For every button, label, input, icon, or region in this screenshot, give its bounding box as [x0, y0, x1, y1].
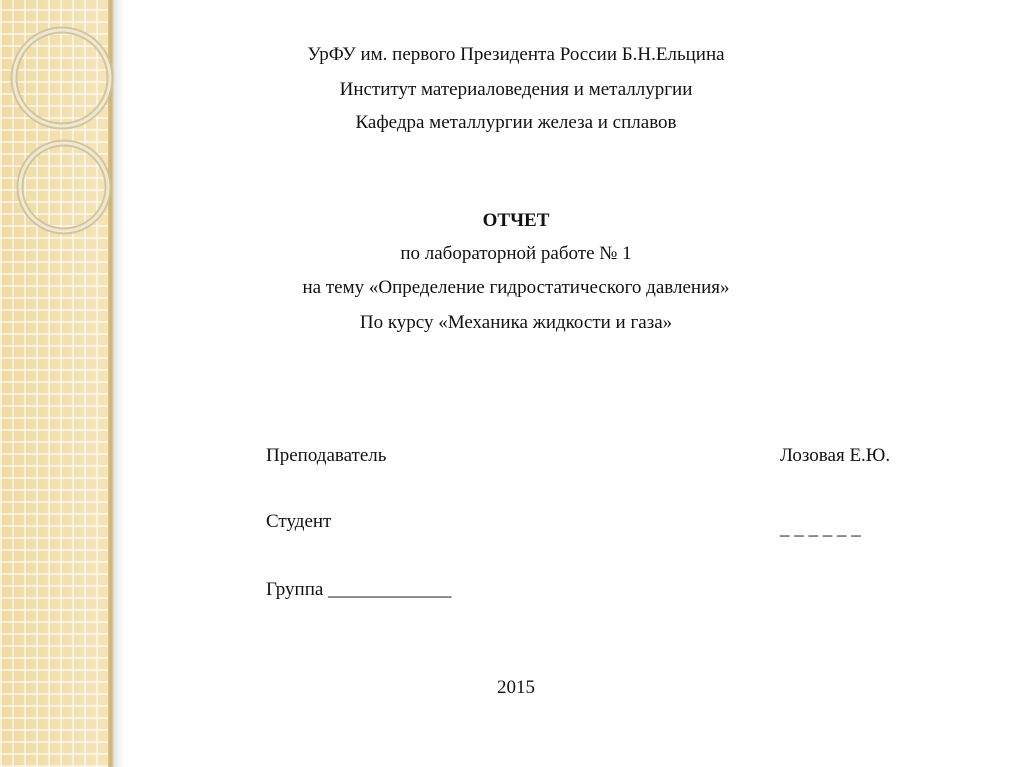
student-label: Студент [266, 511, 332, 532]
report-topic: на тему «Определение гидростатического давления» [302, 277, 730, 298]
department-name: Кафедра металлургии железа и сплавов [355, 112, 677, 133]
institute-name: Институт материаловедения и металлургии [339, 79, 693, 100]
report-title: ОТЧЕТ [482, 210, 550, 231]
group-label: Группа _____________ [266, 579, 452, 600]
report-year: 2015 [497, 677, 535, 698]
teacher-name: Лозовая Е.Ю. [780, 445, 891, 466]
report-work: по лабораторной работе № 1 [400, 243, 632, 264]
report-course: По курсу «Механика жидкости и газа» [359, 312, 673, 333]
student-name-blank: _ _ _ _ _ _ [780, 518, 861, 539]
teacher-label: Преподаватель [266, 445, 387, 466]
university-name: УрФУ им. первого Президента России Б.Н.Ельцина [307, 44, 725, 65]
